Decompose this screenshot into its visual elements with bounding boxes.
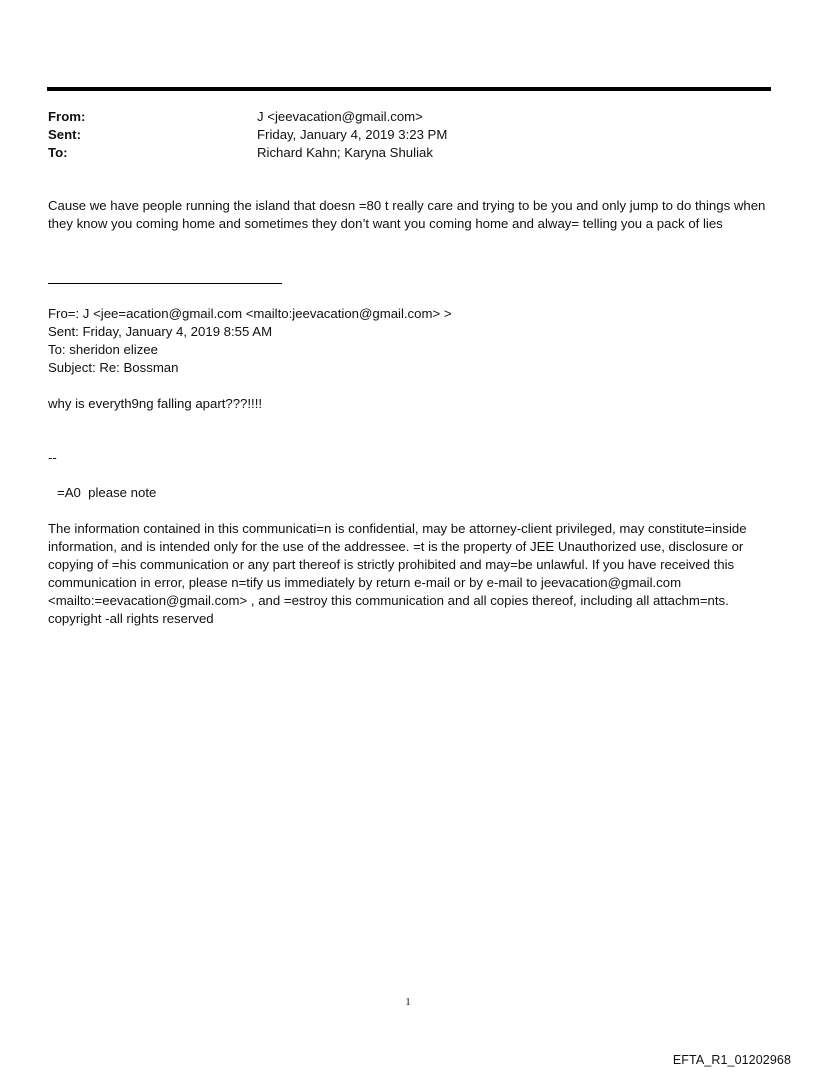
forwarded-header [48, 305, 768, 377]
confidentiality-disclaimer: The information contained in this communicati=n is confidential, may be attorney-client privileged, may constitute=inside information, and is intended only for the use of the addressee. =t is the property of JEE Unauthorized use, disclosure or copying of =his communication or any part thereof is strictly prohibited and may=be unlawful. If you have received this communication in error, please n=tify us immediately by return e-mail or by e-mail to jeevacation@gmail.com <mailto:=eevacation@gmail.com> , and =estroy this communication and all copies thereof, including all attachm=nts. copyright -all rights reserved [48, 521, 747, 626]
email-header [48, 108, 768, 162]
to-row [48, 144, 768, 162]
page-number: 1 [405, 996, 411, 1008]
sent-row [48, 126, 768, 144]
forwarded-sent: Sent: Friday, January 4, 2019 8:55 AM [48, 324, 273, 339]
sent-label: Sent: [48, 127, 81, 142]
from-row [48, 108, 768, 126]
from-label: From: [48, 109, 86, 124]
to-label: To: [48, 145, 68, 160]
quote-separator [48, 283, 282, 284]
signature-note: =A0 please note [57, 485, 157, 500]
email-body: Cause we have people running the island that doesn =80 t really care and trying to be you and only jump to do things when they know you coming home and sometimes they don’t want you coming home and alway= telling you a pack of lies [48, 198, 766, 231]
header-rule [47, 87, 771, 91]
to-value: Richard Kahn; Karyna Shuliak [257, 145, 433, 160]
forwarded-from: Fro=: J <jee=acation@gmail.com <mailto:jeevacation@gmail.com> > [48, 306, 452, 321]
sent-value: Friday, January 4, 2019 3:23 PM [257, 127, 448, 142]
forwarded-message: why is everyth9ng falling apart???!!!! [48, 396, 263, 411]
document-id: EFTA_R1_01202968 [672, 1053, 791, 1067]
forwarded-subject: Subject: Re: Bossman [48, 360, 179, 375]
forwarded-to: To: sheridon elizee [48, 342, 158, 357]
from-value: J <jeevacation@gmail.com> [257, 109, 423, 124]
signature-separator: -- [48, 450, 57, 465]
